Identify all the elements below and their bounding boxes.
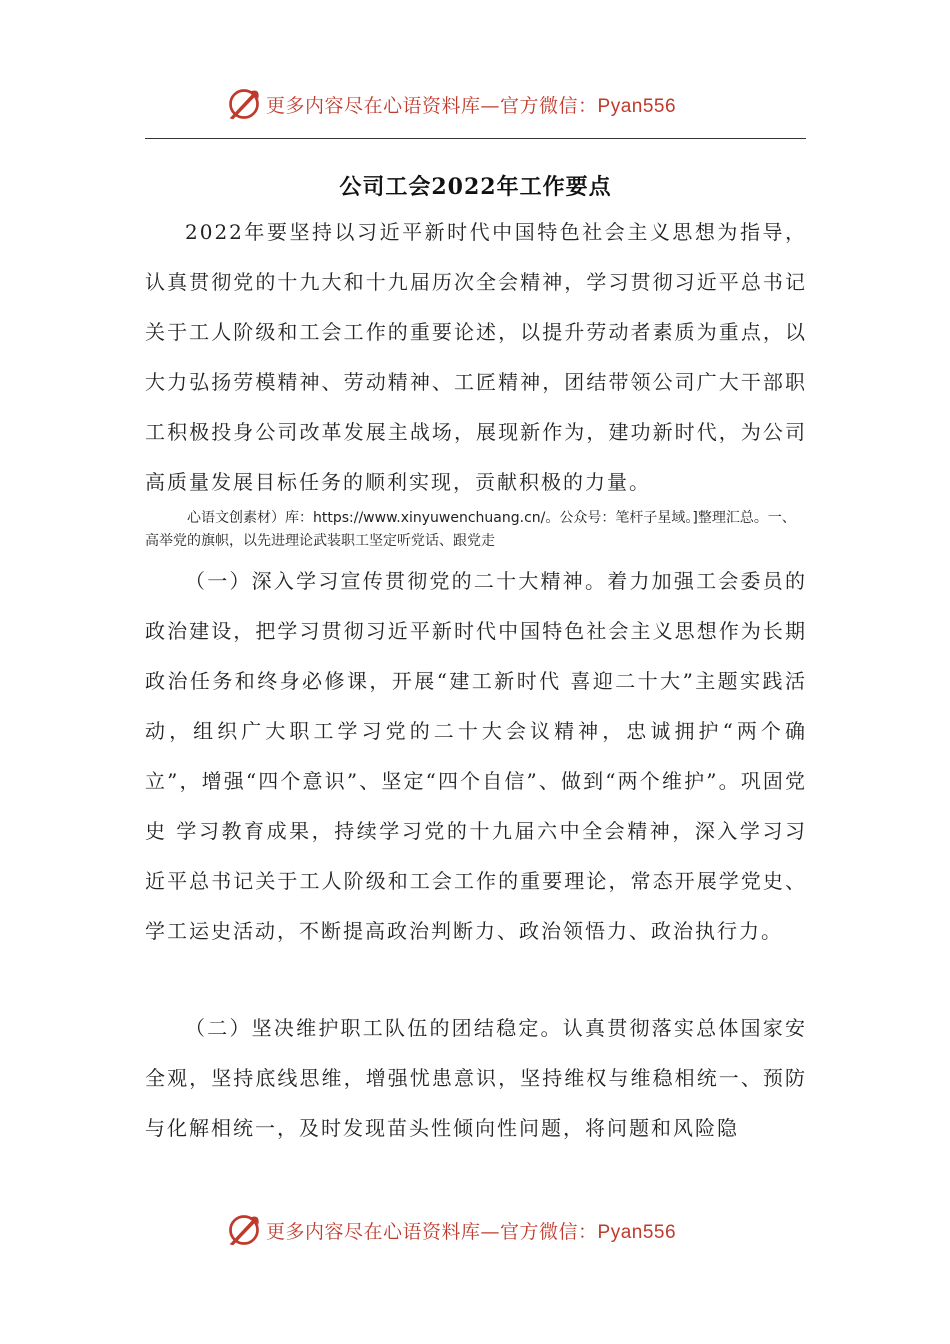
header-divider: [145, 138, 806, 139]
banner-wechat-id: Pyan556: [597, 1221, 677, 1243]
header-banner: [226, 84, 676, 124]
quill-logo-icon: [226, 86, 262, 122]
footer-banner: [226, 1210, 676, 1250]
banner-text: [266, 91, 676, 118]
paragraph-intro: 2022年要坚持以习近平新时代中国特色社会主义思想为指导，认真贯彻党的十九大和十九届历次全会精神，学习贯彻习近平总书记关于工人阶级和工会工作的重要论述，以提升劳动者素质为重点，以大力弘扬劳模精神、劳动精神、工匠精神，团结带领公司广大干部职工积极投身公司改革发展主战场，展现新作为，建功新时代，为公司高质量发展目标任务的顺利实现，贡献积极的力量。: [145, 220, 807, 494]
document-title: 公司工会2022年工作要点: [339, 174, 612, 200]
banner-slogan: 更多内容尽在心语资料库—官方微信：: [266, 1220, 598, 1243]
banner-wechat-id: Pyan556: [597, 95, 677, 117]
banner-slogan: 更多内容尽在心语资料库—官方微信：: [266, 94, 598, 117]
paragraph-section-1: （一）深入学习宣传贯彻党的二十大精神。着力加强工会委员的政治建设，把学习贯彻习近平新时代中国特色社会主义思想作为长期政治任务和终身必修课，开展“建工新时代 喜迎二十大”主题实践活动，组织广大职工学习党的二十大会议精神，忠诚拥护“两个确立”，增强“四个意识”、坚定“四个自信”、做到“两个维护”。巩固党 史 学习教育成果，持续学习党的十九届六中全会精神，深入学习习近平总书记关于工人阶级和工会工作的重要理论，常态开展学党史、学工运史活动，不断提高政治判断力、政治领悟力、政治执行力。: [145, 569, 807, 943]
quill-logo-icon: [226, 1212, 262, 1248]
paragraph-section-2: （二）坚决维护职工队伍的团结稳定。认真贯彻落实总体国家安全观，坚持底线思维，增强忧患意识，坚持维权与维稳相统一、预防与化解相统一，及时发现苗头性倾向性问题，将问题和风险隐: [145, 1016, 807, 1140]
banner-text: [266, 1217, 676, 1244]
source-note: 心语文创素材）库：https://www.xinyuwenchuang.cn/。公众号：笔杆子星域。]整理汇总。一、 高举党的旗帜，以先进理论武装职工坚定听党话、跟党走: [145, 510, 796, 549]
